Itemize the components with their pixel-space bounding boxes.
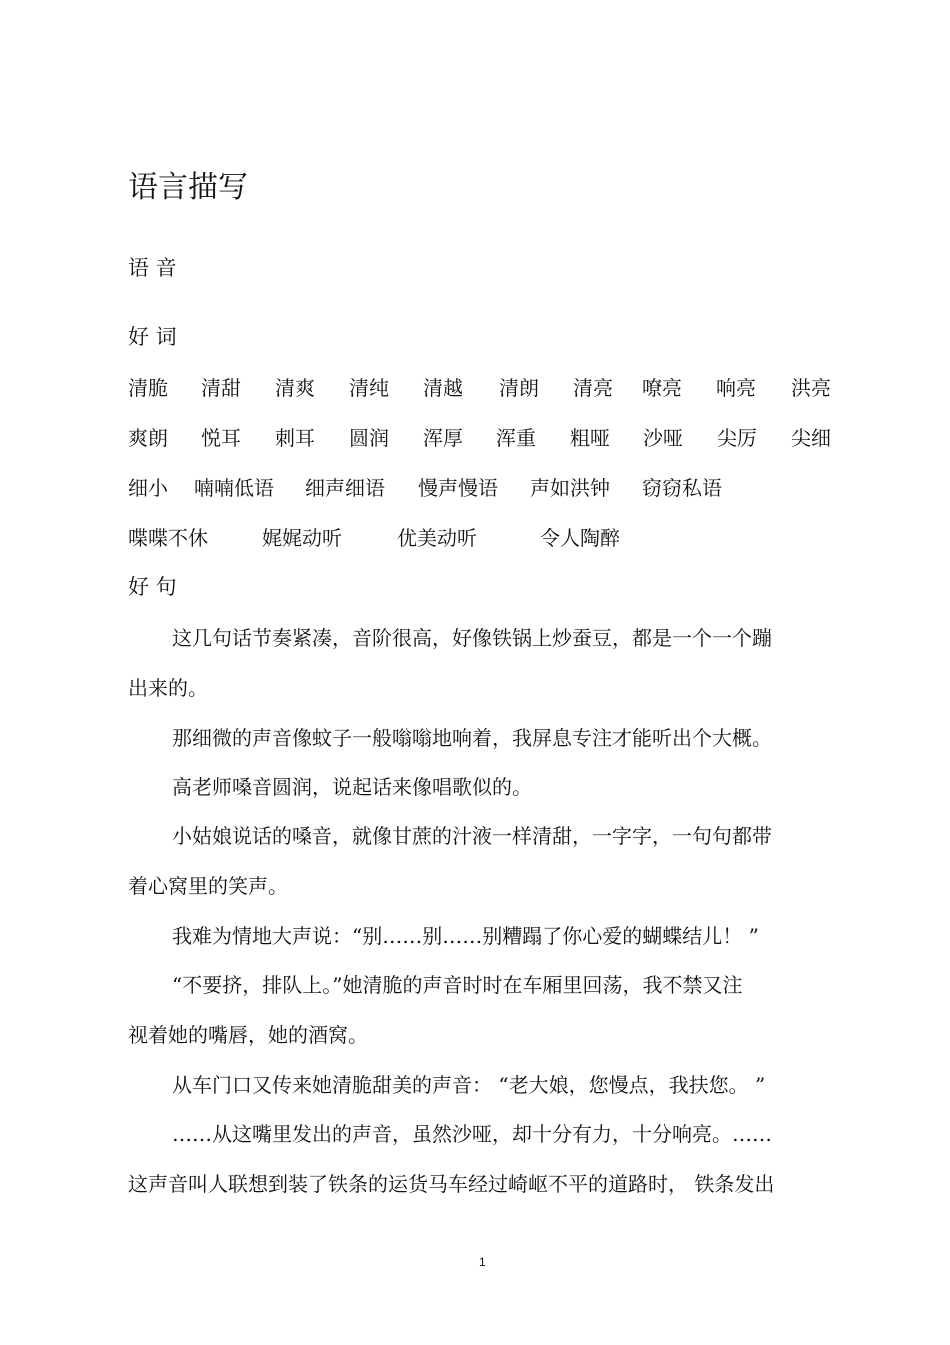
sentence-line: 小姑娘说话的嗓音，就像甘蔗的汁液一样清甜，一字字，一句句都带 — [172, 824, 772, 848]
word-item: 细声细语 — [305, 476, 385, 500]
word-item: 圆润 — [349, 426, 389, 450]
sentence-line: 我难为情地大声说：“别……别……别糟蹋了你心爱的蝴蝶结儿！ ” — [172, 924, 759, 948]
word-item: 喋喋不休 — [128, 526, 208, 550]
word-item: 清脆 — [128, 376, 168, 400]
word-item: 洪亮 — [791, 376, 831, 400]
word-item: 刺耳 — [275, 426, 315, 450]
word-item: 慢声慢语 — [418, 476, 498, 500]
word-item: 令人陶醉 — [540, 526, 620, 550]
word-item: 清朗 — [499, 376, 539, 400]
word-item: 娓娓动听 — [262, 526, 342, 550]
word-item: 清亮 — [573, 376, 613, 400]
page-number: 1 — [479, 1255, 486, 1269]
word-item: 响亮 — [716, 376, 756, 400]
sentence-line: 出来的。 — [128, 676, 208, 700]
word-item: 清爽 — [275, 376, 315, 400]
sentence-line: ……从这嘴里发出的声音，虽然沙哑，却十分有力，十分响亮。…… — [172, 1122, 772, 1146]
word-item: 窃窃私语 — [642, 476, 722, 500]
word-item: 喃喃低语 — [194, 476, 274, 500]
good-sentences-heading: 好 句 — [128, 575, 177, 599]
word-item: 浑重 — [496, 426, 536, 450]
sentence-line: 视着她的嘴唇，她的酒窝。 — [128, 1023, 368, 1047]
section-heading: 语 音 — [128, 256, 177, 280]
word-item: 声如洪钟 — [530, 476, 610, 500]
sentence-line: 这声音叫人联想到装了铁条的运货马车经过崎岖不平的道路时， 铁条发出 — [128, 1172, 775, 1196]
word-item: 爽朗 — [128, 426, 168, 450]
good-words-heading: 好 词 — [128, 325, 177, 349]
word-item: 清甜 — [201, 376, 241, 400]
word-item: 优美动听 — [397, 526, 477, 550]
sentence-line: 从车门口又传来她清脆甜美的声音： “老大娘，您慢点，我扶您。 ” — [172, 1073, 766, 1097]
page-title: 语言描写 — [128, 170, 248, 205]
word-item: 粗哑 — [570, 426, 610, 450]
word-item: 细小 — [128, 476, 168, 500]
sentence-line: 这几句话节奏紧凑，音阶很高，好像铁锅上炒蚕豆，都是一个一个蹦 — [172, 626, 772, 650]
sentence-line: 那细微的声音像蚊子一般嗡嗡地响着，我屏息专注才能听出个大概。 — [172, 726, 772, 750]
word-item: 清越 — [423, 376, 463, 400]
sentence-line: 着心窝里的笑声。 — [128, 874, 288, 898]
word-item: 悦耳 — [201, 426, 241, 450]
sentence-line: 高老师嗓音圆润，说起话来像唱歌似的。 — [172, 775, 532, 799]
word-item: 沙哑 — [643, 426, 683, 450]
word-item: 尖厉 — [717, 426, 757, 450]
word-item: 嘹亮 — [642, 376, 682, 400]
word-item: 浑厚 — [423, 426, 463, 450]
sentence-line: “不要挤，排队上。”她清脆的声音时时在车厢里回荡，我不禁又注 — [172, 973, 743, 997]
word-item: 清纯 — [349, 376, 389, 400]
word-item: 尖细 — [791, 426, 831, 450]
